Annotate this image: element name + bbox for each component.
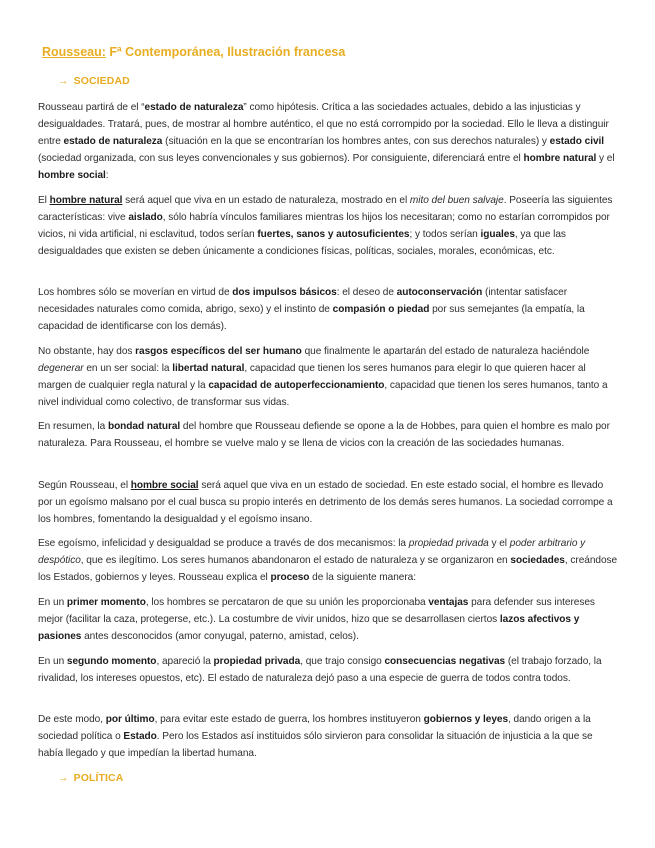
paragraph (38, 99, 618, 184)
paragraph (38, 653, 618, 687)
paragraph (38, 711, 618, 762)
text-run: (sociedad organizada, con sus leyes convencionales y sus gobiernos). Por consiguiente, diferenciará entre el (38, 153, 524, 164)
text-run: (el trabajo forzado, la rivalidad, los intereses opuestos, etc). El estado de naturaleza dejó paso a una especie de guerra de todos contra todos. (38, 656, 602, 684)
paragraph (38, 535, 618, 586)
text-run: y el (488, 538, 510, 549)
bold-text: propiedad privada (213, 656, 301, 667)
text-run: del hombre que Rousseau defiende se opone a la de Hobbes, para quien el hombre es malo por naturaleza. Para Rousseau, el hombre se vuelve malo y se llena de vicios con la creación de las sociedades humanas. (38, 421, 610, 449)
paragraph (38, 594, 618, 645)
bold-text: gobiernos y leyes (423, 714, 509, 725)
text-run: En resumen, la (38, 421, 108, 432)
bold-text: estado civil (549, 136, 605, 147)
text-run: Los hombres sólo se moverían en virtud de (38, 287, 233, 298)
paragraph (38, 418, 618, 452)
text-run: que finalmente le apartarán del estado de naturaleza haciéndole (301, 346, 590, 357)
text-run: (intentar satisfacer necesidades naturales como comida, abrigo, sexo) y el instinto de (38, 287, 568, 315)
bold-text: por último (105, 714, 155, 725)
title-subject: Fª Contemporánea, Ilustración francesa (105, 45, 346, 59)
italic-text: degenerar (38, 363, 84, 374)
text-run: . Pero los Estados así instituidos sólo sirvieron para consolidar la situación de injusticia a la que se había llegado y que impedían la libertad humana. (38, 731, 593, 759)
text-run: (situación en la que se encontrarían los hombres antes, con sus derechos naturales) y (162, 136, 550, 147)
paragraph (38, 343, 618, 411)
page-title (42, 45, 345, 59)
text-run: , sólo habría vínculos familiares mientras los hijos los necesitaran; como no estarían corrompidos por vicios, ni vida artificial, ni esclavitud, todos serían (38, 212, 610, 240)
italic-text: poder arbitrario y despótico (38, 538, 586, 566)
bold-text: iguales (480, 229, 515, 240)
text-run: : el deseo de (336, 287, 397, 298)
bold-text: compasión o piedad (332, 304, 430, 315)
arrow-right-icon: → (58, 772, 69, 784)
bold-text: segundo momento (66, 656, 157, 667)
bold-text: autoconservación (396, 287, 483, 298)
bold-text: proceso (270, 572, 310, 583)
text-run: De este modo, (38, 714, 106, 725)
title-author: Rousseau: (42, 45, 106, 59)
paragraph (38, 192, 618, 260)
section-heading-politica (58, 772, 123, 784)
text-run: Ese egoísmo, infelicidad y desigualdad se produce a través de dos mecanismos: la (38, 538, 409, 549)
bold-text: sociedades (510, 555, 565, 566)
text-run: ; y todos serían (409, 229, 481, 240)
bold-text: rasgos específicos del ser humano (135, 346, 302, 357)
text-run: en un ser social: la (83, 363, 173, 374)
section-label: SOCIEDAD (73, 75, 130, 87)
text-run: En un (38, 656, 67, 667)
bold-text: hombre social (38, 170, 106, 181)
bold-text: Estado (123, 731, 157, 742)
text-run: , los hombres se percataron de que su unión les proporcionaba (145, 597, 429, 608)
text-run: : (105, 170, 109, 181)
text-run: , creándose los Estados, gobiernos y leyes. Rousseau explica el (38, 555, 618, 583)
section-label: POLÍTICA (73, 772, 124, 784)
text-run: será aquel que viva en un estado de sociedad. En este estado social, el hombre es llevado por un egoísmo malsano por el cual busca su propio interés en detrimento de los demás seres humanos. La sociedad corrompe a los hombres, fomentando la desigualdad y el egoísmo insano. (38, 480, 613, 525)
bold-text: estado de naturaleza (144, 102, 244, 113)
bold-text: primer momento (66, 597, 146, 608)
text-run: , capacidad que tienen los seres humanos para elegir lo que quieren hacer al margen de cualquier regla natural y la (38, 363, 586, 391)
text-run: antes desconocidos (amor conyugal, paterno, amistad, celos). (81, 631, 359, 642)
bold-text: ventajas (428, 597, 469, 608)
text-run: , para evitar este estado de guerra, los hombres instituyeron (154, 714, 424, 725)
bold-text: capacidad de autoperfeccionamiento (208, 380, 385, 391)
text-run: de la siguiente manera: (309, 572, 416, 583)
text-run: En un (38, 597, 67, 608)
bold-text: lazos afectivos y pasiones (38, 614, 580, 642)
bold-text: bondad natural (107, 421, 181, 432)
bold-text: fuertes, sanos y autosuficientes (257, 229, 410, 240)
text-run: No obstante, hay dos (38, 346, 136, 357)
text-run: será aquel que viva en un estado de naturaleza, mostrado en el (122, 195, 410, 206)
text-run: , apareció la (156, 656, 214, 667)
bold-text: libertad natural (172, 363, 245, 374)
text-run: , dando origen a la sociedad política o (38, 714, 591, 742)
bold-text: dos impulsos básicos (232, 287, 337, 298)
italic-text: propiedad privada (408, 538, 489, 549)
text-run: El (38, 195, 50, 206)
underlined-bold-text: hombre natural (49, 195, 123, 206)
bold-text: consecuencias negativas (384, 656, 506, 667)
text-run: para defender sus intereses mejor (facilitar la caza, protegerse, etc.). La costumbre de vivir unidos, hizo que se desarrollasen ciertos (38, 597, 595, 625)
paragraph (38, 284, 618, 335)
bold-text: hombre natural (523, 153, 597, 164)
text-run: ” como hipótesis. Crítica a las sociedades actuales, debido a las injusticias y desigualdades. Tratará, pues, de mostrar al hombre auténtico, el que no está corrompido por la sociedad. Ello le lleva a distinguir entre (38, 102, 609, 147)
text-run: , que es ilegítimo. Los seres humanos abandonaron el estado de naturaleza y se organizaron en (80, 555, 511, 566)
underlined-bold-text: hombre social (130, 480, 199, 491)
text-run: . Poseería las siguientes características: vive (38, 195, 613, 223)
text-run: , capacidad que tienen los seres humanos, tanto a nivel individual como colectivo, de transformar sus vidas. (38, 380, 608, 408)
text-run: por sus semejantes (la empatía, la capacidad de identificarse con los demás). (38, 304, 585, 332)
bold-text: estado de naturaleza (63, 136, 163, 147)
italic-text: mito del buen salvaje (409, 195, 504, 206)
text-run: Según Rousseau, el (38, 480, 131, 491)
text-run: , que trajo consigo (300, 656, 385, 667)
section-heading-sociedad (58, 75, 130, 87)
paragraph (38, 477, 618, 528)
text-run: , ya que las desigualdades que existen se deben únicamente a condiciones físicas, políticas, sociales, morales, económicas, etc. (38, 229, 566, 257)
text-run: Rousseau partirá de el “ (38, 102, 145, 113)
bold-text: aislado (128, 212, 163, 223)
arrow-right-icon: → (58, 75, 69, 87)
text-run: y el (596, 153, 615, 164)
